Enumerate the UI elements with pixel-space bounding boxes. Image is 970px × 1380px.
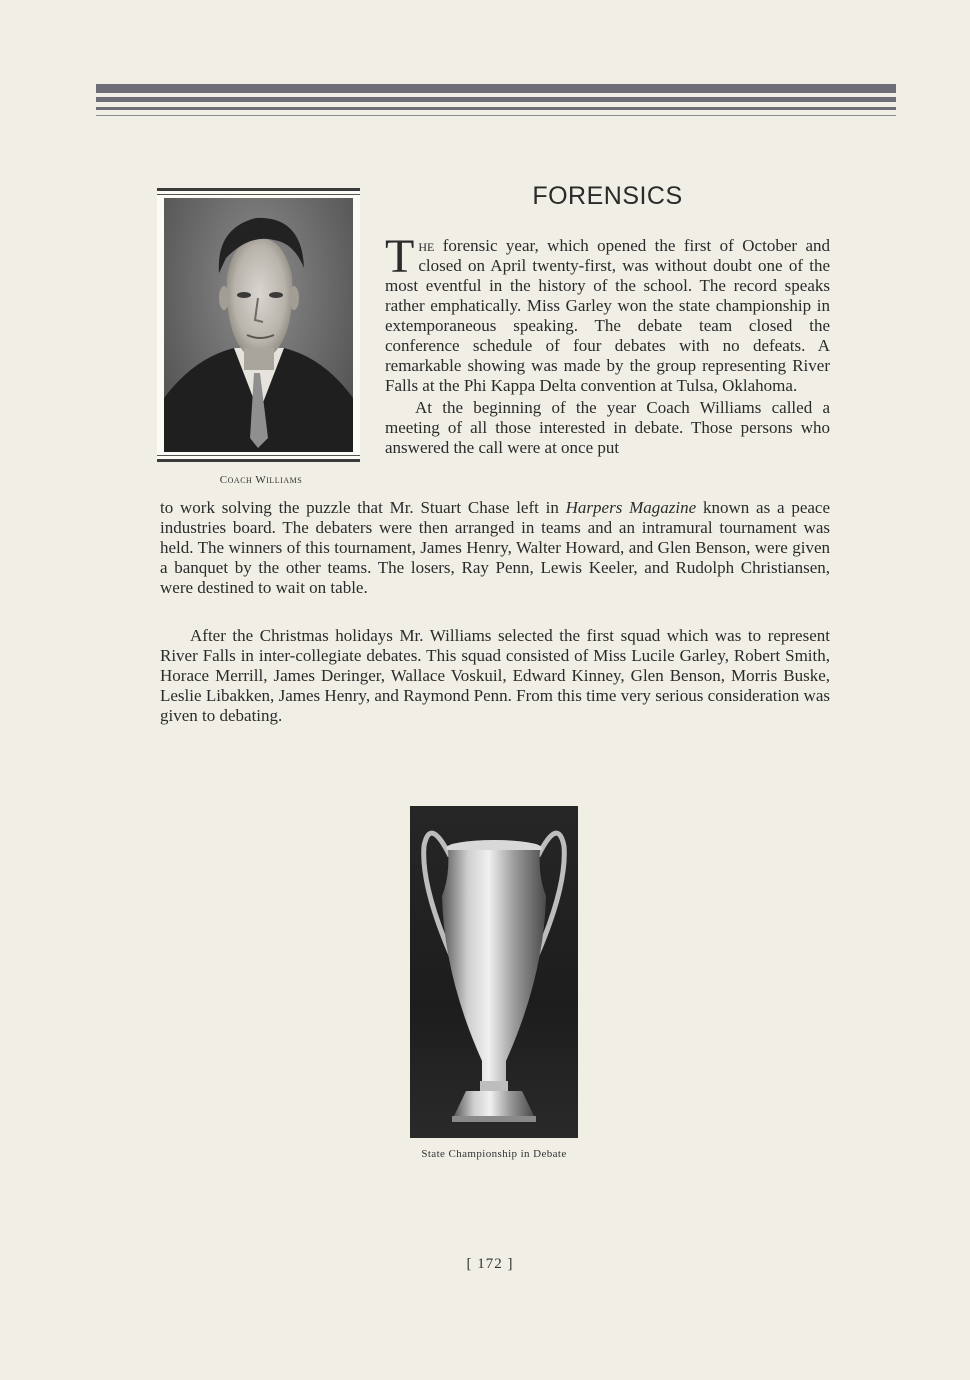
page-number: [ 172 ] [466,1256,514,1272]
intro-smallcaps: he [418,236,435,255]
paragraph-2-lead-text: At the beginning of the year Coach Williams called a meeting of all those interested in debate. Those persons who answered the call were at once put [385,398,830,457]
page-title: FORENSICS [532,182,683,210]
man-portrait-icon [164,198,353,452]
drop-cap: T [385,230,415,283]
header-rule-1 [96,84,896,93]
trophy-caption: State Championship in Debate [421,1148,567,1160]
intro-column [385,230,830,458]
paragraph-2-pre: to work solving the puzzle that Mr. Stuart Chase left in [160,498,566,517]
paragraph-2-body [160,498,830,598]
magazine-title: Harpers Magazine [565,498,697,517]
paragraph-3-text: After the Christmas holidays Mr. Williams selected the first squad which was to represent River Falls in inter-collegiate debates. This squad consisted of Miss Lucile Garley, Robert Smith, Horace Merrill, James Deringer, Wallace Voskuil, Edward Kinney, Glen Benson, Morris Buske, Leslie Libakken, James Henry, and Raymond Penn. From this time very serious consideration was given to debating. [160,626,830,725]
intro-text: forensic year, which opened the first of October and closed on April twenty-first, was without doubt one of the most eventful in the history of the school. The record speaks rather emphatically. Miss Garley won the state championship in extemporaneous speaking. The debate team closed the conference schedule of four debates with no defeats. A remarkable showing was made by the group representing River Falls at the Phi Kappa Delta convention at Tulsa, Oklahoma. [385,236,830,395]
header-rules [96,84,896,116]
header-rule-3 [96,107,896,110]
paragraph-2-post: known as a peace industries board. The debaters were then arranged in teams and an intramural tournament was held. The winners of this tournament, James Henry, Walter Howard, and Glen Benson, were given a banquet by the other teams. The losers, Ray Penn, Lewis Keeler, and Rudolph Christiansen, were destined to wait on table. [160,498,830,597]
portrait-photo [164,198,353,452]
trophy-photo [410,806,578,1138]
coach-portrait [157,188,360,462]
paragraph-3 [160,626,830,726]
portrait-caption: Coach Williams [219,474,303,486]
paragraph-2-continuation [160,498,830,598]
header-rule-2 [96,97,896,102]
paragraph-2-lead [385,398,830,458]
header-rule-4 [96,115,896,116]
trophy-cup-icon [410,806,578,1138]
intro-paragraph [385,230,830,396]
